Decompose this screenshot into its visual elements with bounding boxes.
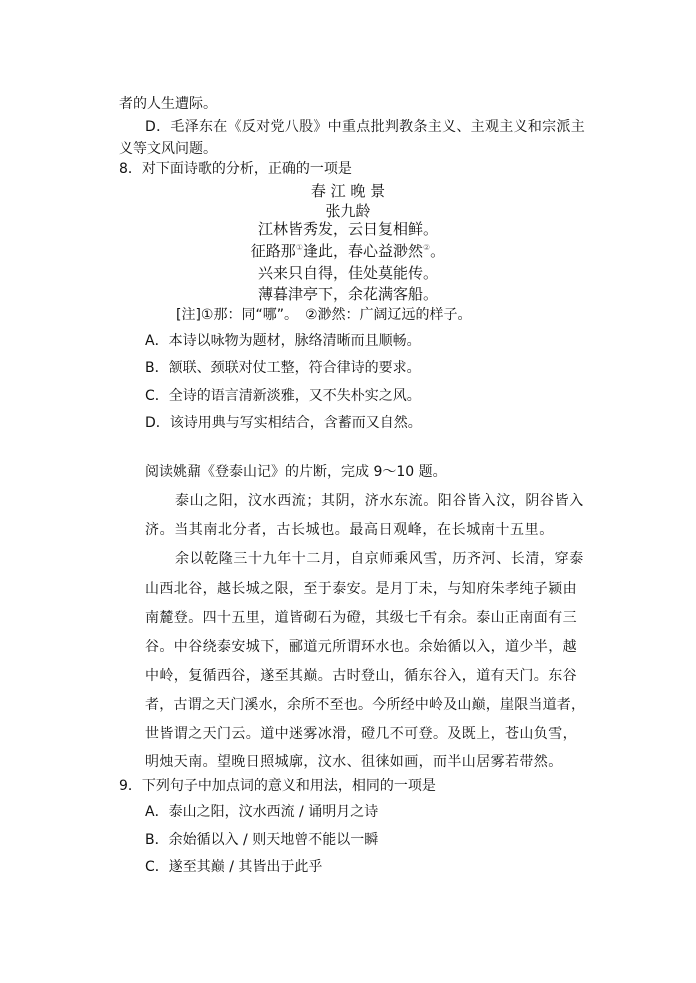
passage-line: 南麓登。四十五里，道皆砌石为磴，其级七千有余。泰山正南面有三 <box>145 610 577 626</box>
q8-option-a: A．本诗以咏物为题材，脉络清晰而且顺畅。 <box>145 333 421 349</box>
intro-tail-line: 者的人生遭际。 <box>119 96 217 112</box>
q7-option-d-line2: 义等文风问题。 <box>119 141 217 157</box>
q9-option-a: A．泰山之阳，汶水西流 / 诵明月之诗 <box>145 804 379 820</box>
q9-stem: 9．下列句子中加点词的意义和用法，相同的一项是 <box>119 778 436 794</box>
passage-line: 世皆谓之天门云。道中迷雾冰滑，磴几不可登。及既上，苍山负雪， <box>145 726 577 742</box>
passage-line: 者，古谓之天门溪水，余所不至也。今所经中岭及山巅，崖限当道者， <box>145 697 586 713</box>
footnote-marker-1: ① <box>295 243 303 252</box>
passage-line: 明烛天南。望晚日照城廓，汶水、徂徕如画，而半山居雾若带然。 <box>145 754 563 770</box>
q8-option-c: C．全诗的语言清新淡雅，又不失朴实之风。 <box>145 388 421 404</box>
passage-line: 谷。中谷绕泰安城下，郦道元所谓环水也。余始循以入，道少半，越 <box>145 639 577 655</box>
q7-option-d-line1: D．毛泽东在《反对党八股》中重点批判教条主义、主观主义和宗派主 <box>145 119 586 135</box>
poem-line-3: 兴来只自得，佳处莫能传。 <box>257 264 438 282</box>
q8-stem: 8．对下面诗歌的分析，正确的一项是 <box>119 161 352 177</box>
poem-note: [注]①那：同“哪”。 ②渺然：广阔辽远的样子。 <box>176 307 472 323</box>
poem-title: 春 江 晚 景 <box>310 182 386 200</box>
passage-line: 济。当其南北分者，古长城也。最高日观峰，在长城南十五里。 <box>145 522 554 538</box>
q8-option-b: B．颔联、颈联对仗工整，符合律诗的要求。 <box>145 360 421 376</box>
footnote-marker-2: ② <box>423 243 431 252</box>
q9-option-c: C．遂至其巅 / 其皆出于此乎 <box>145 859 323 875</box>
passage-line: 余以乾隆三十九年十二月，自京师乘风雪，历齐河、长清，穿泰 <box>175 551 584 567</box>
poem-line-1: 江林皆秀发，云日复相鲜。 <box>257 220 438 238</box>
reading-intro: 阅读姚鼐《登泰山记》的片断，完成 9～10 题。 <box>145 464 447 480</box>
passage-line: 泰山之阳，汶水西流；其阴，济水东流。阳谷皆入汶，阴谷皆入 <box>175 493 584 509</box>
q8-option-d: D．该诗用典与写实相结合，含蓄而又自然。 <box>145 415 422 431</box>
poem-line-2-part-a: 征路那 <box>250 242 296 260</box>
q9-option-b: B．余始循以入 / 则天地曾不能以一瞬 <box>145 832 379 848</box>
poem-line-2-part-c: 。 <box>430 242 446 260</box>
passage-line: 中岭，复循西谷，遂至其巅。古时登山，循东谷入，道有天门。东谷 <box>145 668 577 684</box>
poem-line-2-part-b: 逢此，春心益渺然 <box>302 242 423 260</box>
poem-line-2 <box>0 241 696 261</box>
poem-line-4: 薄暮津亭下，余花满客船。 <box>257 285 438 303</box>
passage-line: 山西北谷，越长城之限，至于泰安。是月丁未，与知府朱孝纯子颍由 <box>145 581 577 597</box>
poem-author: 张九龄 <box>325 202 371 220</box>
